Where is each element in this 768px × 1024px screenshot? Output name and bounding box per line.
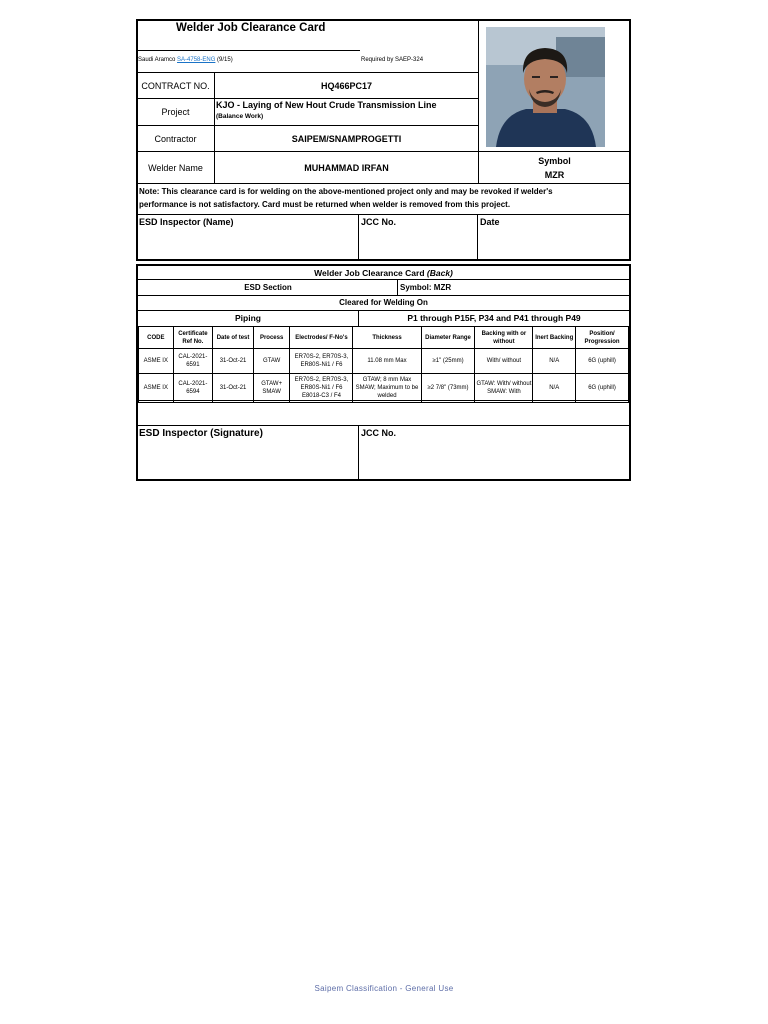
table-cell: ER70S-2, ER70S-3, ER80S-Ni1 / F6 bbox=[290, 349, 353, 374]
table-cell: 6G (uphill) bbox=[576, 349, 629, 374]
header-cell: CODE bbox=[139, 327, 174, 349]
table-cell: 11.08 mm Max bbox=[353, 349, 421, 374]
contract-label: CONTRACT NO. bbox=[136, 72, 215, 99]
note-line-2: performance is not satisfactory. Card must be returned when welder is removed from this project. bbox=[139, 200, 511, 209]
table-cell: ASME IX bbox=[139, 374, 174, 403]
piping-label: Piping bbox=[235, 313, 261, 323]
table-cell: GTAW: With/ without SMAW: With bbox=[475, 374, 533, 403]
signature-divider bbox=[358, 425, 359, 480]
classification-footer: Saipem Classification - General Use bbox=[314, 984, 454, 993]
table-cell: N/A bbox=[533, 349, 576, 374]
jcc-label: JCC No. bbox=[361, 217, 397, 227]
table-cell: ER70S-2, ER70S-3, ER80S-Ni1 / F6 E8018-C3 / F4 bbox=[290, 374, 353, 403]
cleared-for-welding: Cleared for Welding On bbox=[339, 298, 428, 307]
header-cell: Inert Backing bbox=[533, 327, 576, 349]
table-cell: 31-Oct-21 bbox=[213, 374, 254, 403]
reference-link[interactable]: SA-4758-ENG bbox=[177, 57, 216, 63]
required-by: Required by SAEP-324 bbox=[361, 57, 424, 63]
header-cell: Position/ Progression bbox=[576, 327, 629, 349]
header-cell: Backing with or without bbox=[475, 327, 533, 349]
table-row bbox=[139, 349, 629, 374]
inspector-divider bbox=[358, 214, 359, 261]
back-section-divider bbox=[397, 279, 398, 295]
table-row bbox=[139, 374, 629, 403]
piping-range: P1 through P15F, P34 and P41 through P49 bbox=[407, 313, 581, 323]
table-cell: ASME IX bbox=[139, 349, 174, 374]
symbol-cell bbox=[478, 151, 631, 184]
contractor-value: SAIPEM/SNAMPROGETTI bbox=[214, 125, 479, 152]
note-line-1: Note: This clearance card is for welding on the above-mentioned project only and may be revoked if welder's bbox=[139, 187, 553, 196]
header-cell: Electrodes/ F-No's bbox=[290, 327, 353, 349]
table-cell: ≥1" (25mm) bbox=[421, 349, 475, 374]
table-cell: GTAW; 8 mm Max SMAW; Maximum to be welded bbox=[353, 374, 421, 403]
inspector-signature-label: ESD Inspector (Signature) bbox=[139, 428, 263, 439]
title-underline bbox=[138, 50, 360, 51]
back-jcc-label: JCC No. bbox=[361, 428, 397, 438]
table-cell: With/ without bbox=[475, 349, 533, 374]
aramco-reference: Saudi Aramco SA-4758-ENG (9/15) bbox=[138, 57, 233, 63]
header-cell: Certificate Ref No. bbox=[173, 327, 213, 349]
symbol-label: Symbol bbox=[538, 155, 571, 166]
note-divider bbox=[136, 214, 631, 215]
header-cell: Thickness bbox=[353, 327, 421, 349]
blank-row-bottom bbox=[138, 400, 629, 401]
back-row-line-1 bbox=[138, 279, 629, 280]
date-label: Date bbox=[480, 217, 500, 227]
table-cell: CAL-2021-6591 bbox=[173, 349, 213, 374]
welder-photo bbox=[486, 27, 605, 147]
header-cell: Date of test bbox=[213, 327, 254, 349]
back-row-line-2 bbox=[138, 295, 629, 296]
card-title: Welder Job Clearance Card bbox=[176, 22, 326, 34]
qualification-table bbox=[138, 326, 629, 403]
table-cell: ≥2 7/8" (73mm) bbox=[421, 374, 475, 403]
project-sub: (Balance Work) bbox=[216, 113, 264, 120]
back-symbol: Symbol: MZR bbox=[400, 283, 452, 292]
header-cell: Process bbox=[253, 327, 290, 349]
signature-row-top bbox=[138, 425, 629, 426]
inspector-name-label: ESD Inspector (Name) bbox=[139, 217, 234, 227]
back-title: Welder Job Clearance Card (Back) bbox=[314, 268, 453, 278]
table-cell: 31-Oct-21 bbox=[213, 349, 254, 374]
contract-value: HQ466PC17 bbox=[214, 72, 479, 99]
welder-value: MUHAMMAD IRFAN bbox=[214, 151, 479, 184]
back-row-line-3 bbox=[138, 310, 629, 311]
project-label: Project bbox=[136, 98, 215, 126]
table-cell: GTAW+ SMAW bbox=[253, 374, 290, 403]
symbol-value: MZR bbox=[544, 169, 565, 180]
table-header-row bbox=[139, 327, 629, 349]
welder-portrait-image bbox=[486, 27, 605, 147]
table-cell: GTAW bbox=[253, 349, 290, 374]
header-cell: Diameter Range bbox=[421, 327, 475, 349]
table-cell: CAL-2021-6594 bbox=[173, 374, 213, 403]
project-value: KJO - Laying of New Hout Crude Transmission Line bbox=[216, 100, 437, 110]
table-cell: 6G (uphill) bbox=[576, 374, 629, 403]
contractor-label: Contractor bbox=[136, 125, 215, 152]
welder-label: Welder Name bbox=[136, 151, 215, 184]
table-cell: N/A bbox=[533, 374, 576, 403]
jcc-divider bbox=[477, 214, 478, 261]
esd-section: ESD Section bbox=[244, 283, 292, 292]
